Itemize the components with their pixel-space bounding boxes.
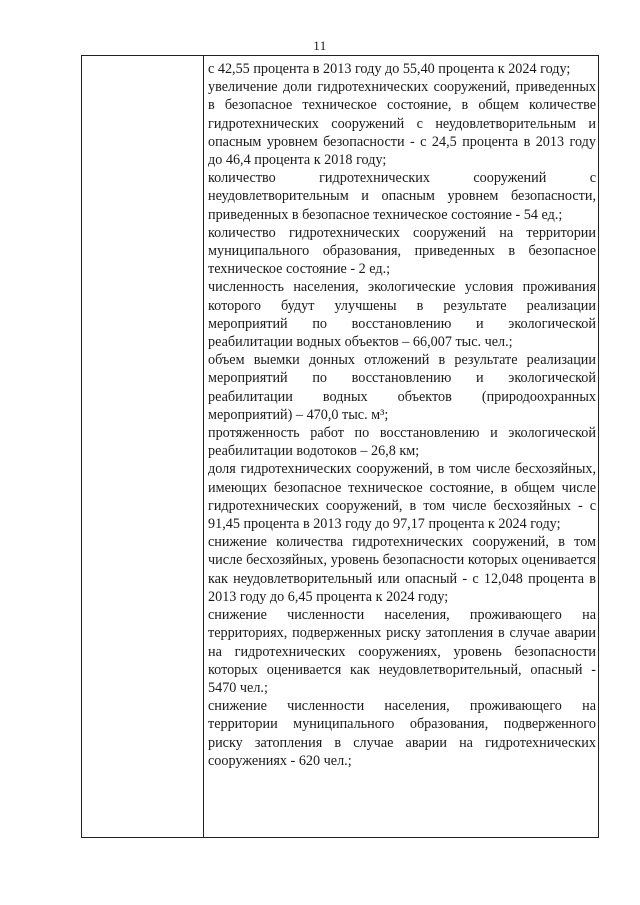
table-right-column	[208, 60, 596, 770]
indicator-paragraph: количество гидротехнических сооружений с неудовлетворительным и опасным уровнем безопасности, приведенных в безопасное техническое состояние - 54 ед.;	[208, 170, 596, 223]
indicator-paragraph: снижение количества гидротехнических сооружений, в том числе бесхозяйных, уровень безопасности которых оценивается как неудовлетворительный или опасный - с 12,048 процента в 2013 году до 6,45 процента к 2024 году;	[208, 534, 596, 605]
indicator-paragraph: увеличение доли гидротехнических сооружений, приведенных в безопасное техническое состояние, в общем количестве гидротехнических сооружений с неудовлетворительным и опасным уровнем безопасности - с 24,5 процента в 2013 году до 46,4 процента к 2018 году;	[208, 79, 596, 169]
page-number: 11	[313, 38, 327, 53]
document-table	[81, 55, 599, 838]
indicator-paragraph: с 42,55 процента в 2013 году до 55,40 процента к 2024 году;	[208, 61, 571, 77]
indicator-paragraph: протяженность работ по восстановлению и экологической реабилитации водотоков – 26,8 км;	[208, 425, 596, 460]
indicator-paragraph: объем выемки донных отложений в результате реализации мероприятий по восстановлению и экологической реабилитации водных объектов (природоохранных мероприятий) – 470,0 тыс. м³;	[208, 352, 596, 423]
indicator-paragraph: количество гидротехнических сооружений на территории муниципального образования, приведенных в безопасное техническое состояние - 2 ед.;	[208, 224, 596, 278]
indicator-paragraph: снижение численности населения, проживающего на территории муниципального образования, подверженного риску затопления в случае аварии на гидротехнических сооружениях - 620 чел.;	[208, 698, 596, 769]
table-left-column	[82, 56, 204, 837]
indicator-paragraph: доля гидротехнических сооружений, в том числе бесхозяйных, имеющих безопасное техническое состояние, в общем числе гидротехнических сооружений, в том числе бесхозяйных - с 91,45 процента в 2013 году до 97,17 процента к 2024 году;	[208, 461, 596, 533]
indicator-paragraph: снижение численности населения, проживающего на территориях, подверженных риску затопления в случае аварии на гидротехнических сооружениях, уровень безопасности которых оценивается как неудовлетворительный, опасный - 5470 чел.;	[208, 607, 596, 696]
indicator-paragraph: численность населения, экологические условия проживания которого будут улучшены в результате реализации мероприятий по восстановлению и экологической реабилитации водных объектов – 66,007 тыс. чел.;	[208, 279, 596, 351]
